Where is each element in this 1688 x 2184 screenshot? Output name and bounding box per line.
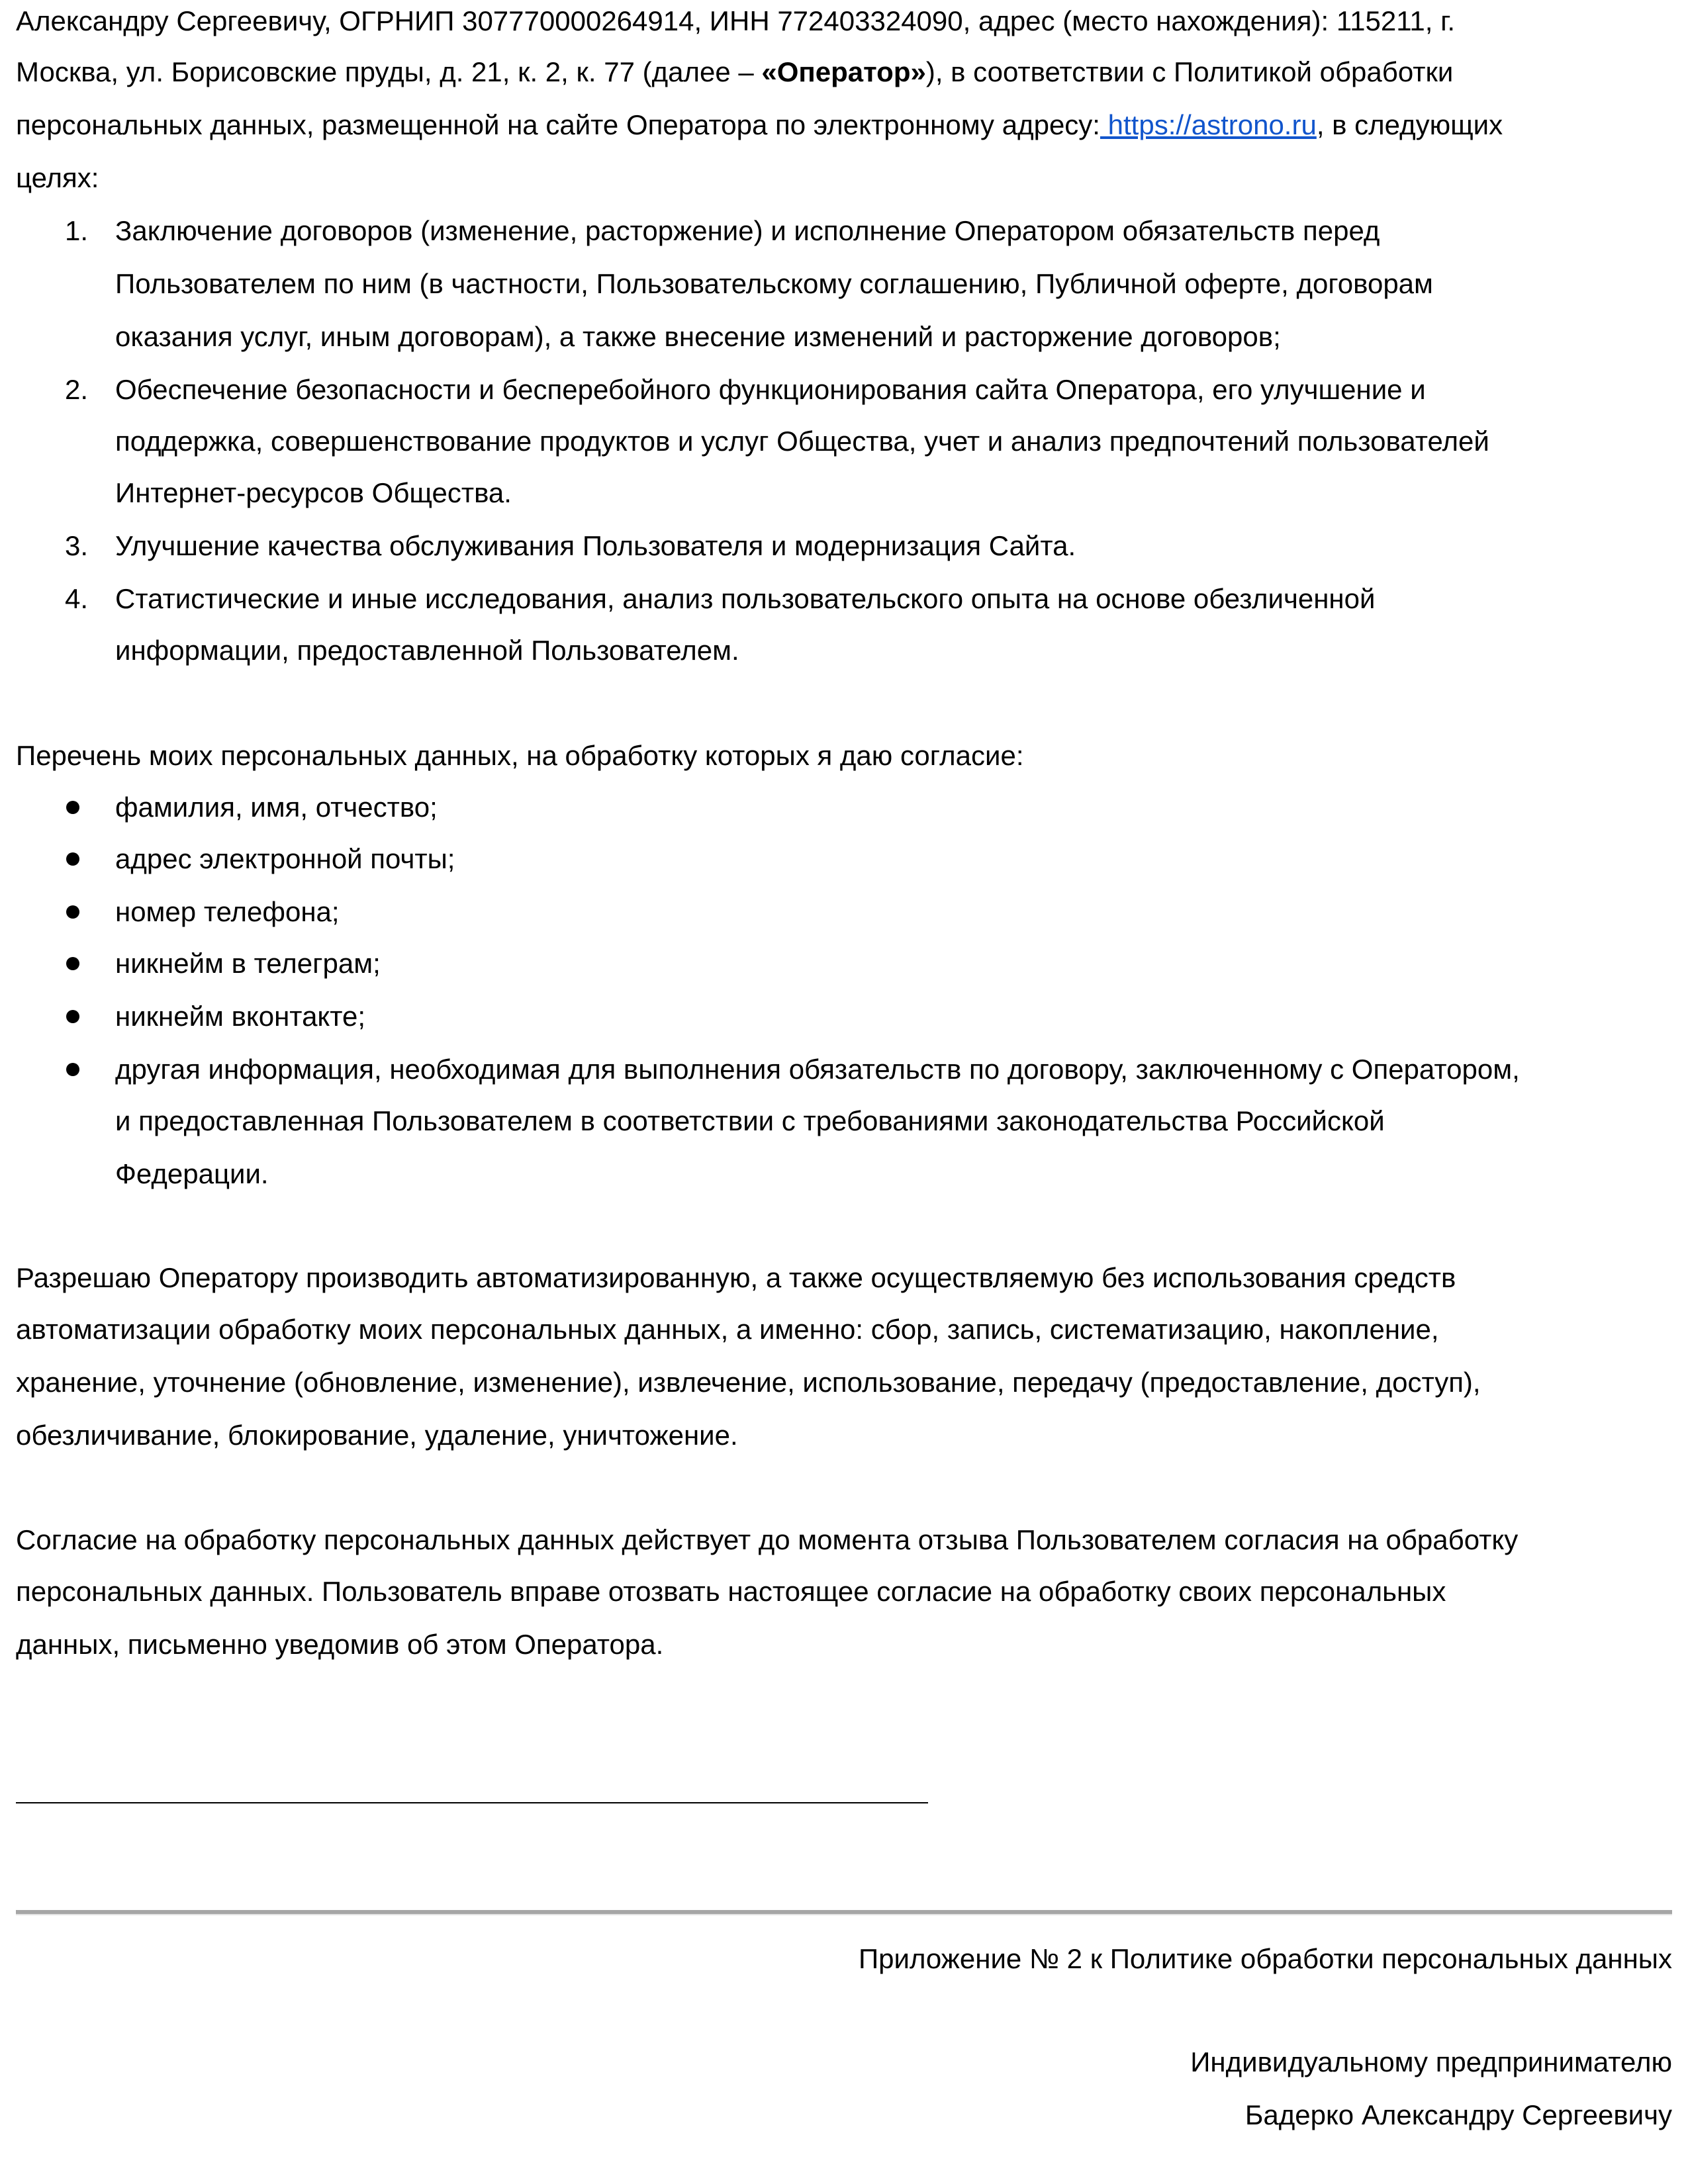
list-item: Улучшение качества обслуживания Пользователя и модернизация Сайта.: [115, 530, 1076, 561]
list-item: никнейм вконтакте;: [115, 1001, 366, 1032]
operator-term: «Оператор»: [761, 56, 926, 87]
addressee-line-2: Бадерко Александру Сергеевичу: [1244, 2099, 1672, 2130]
intro-line-3: [16, 105, 1503, 145]
bullet-icon: [66, 801, 79, 814]
data-list-heading: Перечень моих персональных данных, на обработку которых я даю согласие:: [16, 740, 1024, 771]
list-item: Пользователем по ним (в частности, Пользовательскому соглашению, Публичной оферте, договорам: [115, 268, 1433, 299]
bullet-icon: [66, 957, 79, 970]
addressee-line-1: Индивидуальному предпринимателю: [1190, 2046, 1672, 2077]
bullet-icon: [66, 852, 79, 866]
list-number: 1.: [65, 215, 89, 246]
list-item: Интернет-ресурсов Общества.: [115, 477, 512, 508]
paragraph-line: персональных данных. Пользователь вправе отозвать настоящее согласие на обработку своих персональных: [16, 1576, 1446, 1607]
list-item: Статистические и иные исследования, анализ пользовательского опыта на основе обезличенной: [115, 583, 1376, 614]
list-item: Заключение договоров (изменение, расторжение) и исполнение Оператором обязательств перед: [115, 215, 1380, 246]
paragraph-line: данных, письменно уведомив об этом Оператора.: [16, 1629, 664, 1660]
list-item: фамилия, имя, отчество;: [115, 792, 438, 823]
website-link[interactable]: https://astrono.ru: [1100, 109, 1317, 140]
list-item: поддержка, совершенствование продуктов и услуг Общества, учет и анализ предпочтений пользователей: [115, 426, 1489, 457]
intro-text: персональных данных, размещенной на сайте Оператора по электронному адресу:: [16, 109, 1100, 140]
bullet-icon: [66, 905, 79, 919]
intro-line-2: [16, 52, 1453, 92]
list-item: информации, предоставленной Пользователем.: [115, 635, 739, 666]
intro-text: Москва, ул. Борисовские пруды, д. 21, к. 2, к. 77 (далее –: [16, 56, 762, 87]
list-number: 3.: [65, 530, 89, 561]
list-item: Обеспечение безопасности и бесперебойного функционирования сайта Оператора, его улучшение и: [115, 374, 1426, 405]
page-break-divider: [16, 1910, 1672, 1915]
intro-text: , в следующих: [1316, 109, 1503, 140]
list-item: никнейм в телеграм;: [115, 948, 381, 979]
paragraph-line: Разрешаю Оператору производить автоматизированную, а также осуществляемую без использования средств: [16, 1262, 1456, 1293]
list-number: 4.: [65, 583, 89, 614]
bullet-icon: [66, 1063, 79, 1076]
list-item: и предоставленная Пользователем в соответствии с требованиями законодательства Российской: [115, 1105, 1385, 1136]
intro-line-4: целях:: [16, 162, 99, 193]
paragraph-line: обезличивание, блокирование, удаление, уничтожение.: [16, 1420, 738, 1451]
list-item: Федерации.: [115, 1158, 269, 1189]
list-item: оказания услуг, иным договорам), а также внесение изменений и расторжение договоров;: [115, 321, 1281, 352]
paragraph-line: автоматизации обработку моих персональных данных, а именно: сбор, запись, систематизацию, накопление,: [16, 1314, 1439, 1345]
list-item: другая информация, необходимая для выполнения обязательств по договору, заключенному с Оператором,: [115, 1054, 1520, 1085]
intro-line-1: Александру Сергеевичу, ОГРНИП 307770000264914, ИНН 772403324090, адрес (место нахождения): 115211, г.: [16, 5, 1455, 36]
signature-line: [16, 1802, 928, 1803]
list-item: адрес электронной почты;: [115, 843, 455, 874]
paragraph-line: хранение, уточнение (обновление, изменение), извлечение, использование, передачу (предоставление, доступ),: [16, 1367, 1481, 1398]
intro-text: ), в соответствии с Политикой обработки: [925, 56, 1454, 87]
list-item: номер телефона;: [115, 896, 340, 927]
appendix-title: Приложение № 2 к Политике обработки персональных данных: [858, 1943, 1672, 1974]
paragraph-line: Согласие на обработку персональных данных действует до момента отзыва Пользователем согласия на обработку: [16, 1524, 1519, 1555]
bullet-icon: [66, 1010, 79, 1023]
list-number: 2.: [65, 374, 89, 405]
